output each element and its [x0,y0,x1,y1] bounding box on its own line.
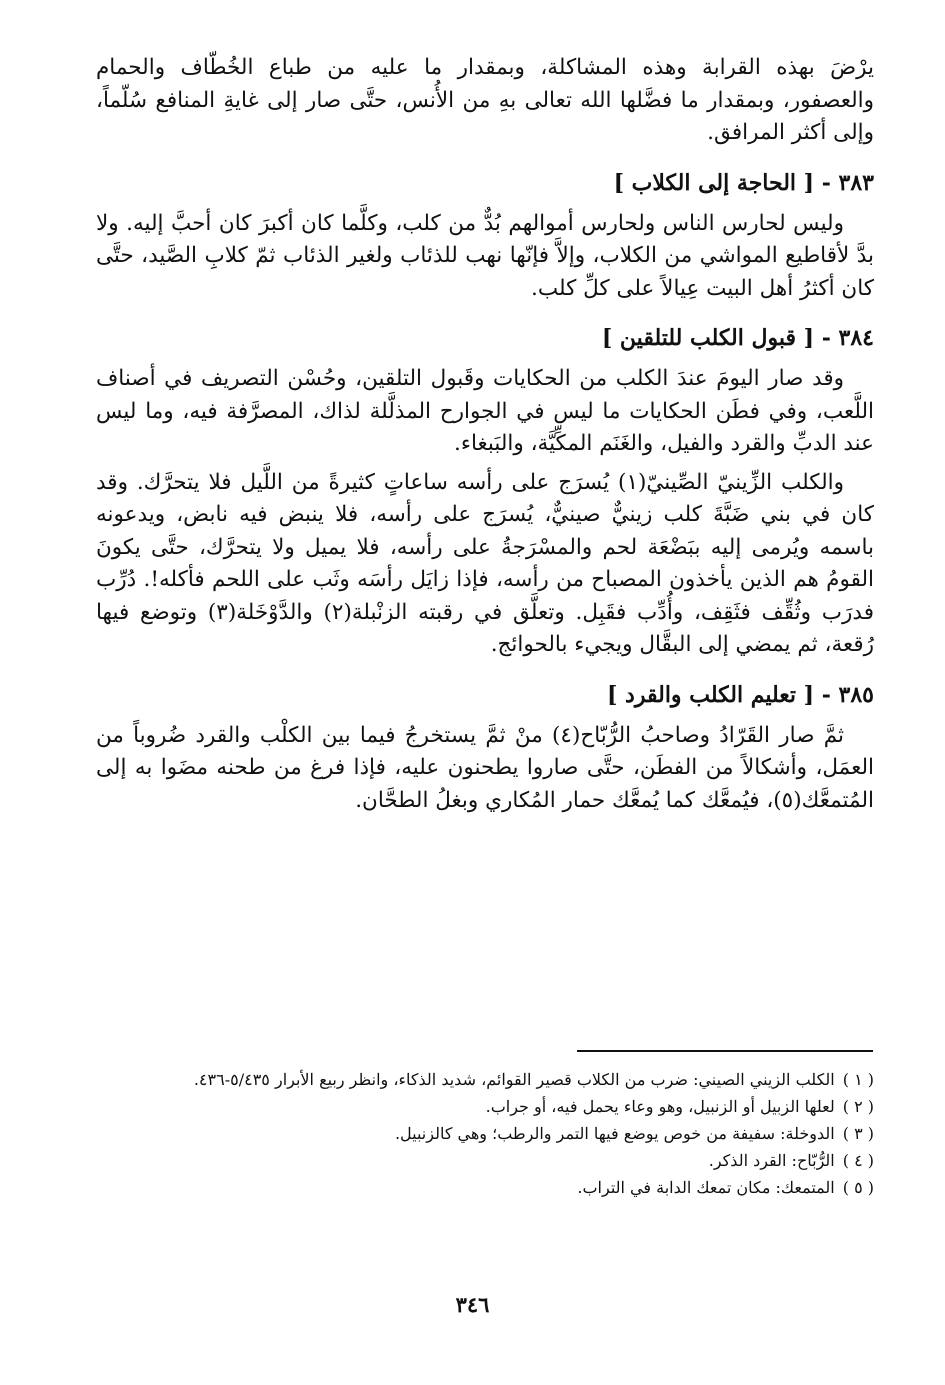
section-385-paragraph: ثمَّ صار القَرّادُ وصاحبُ الرُّبّاح(٤) منْ ثمَّ يستخرجُ فيما بين الكلْب والقرد ضُروباً من العمَل، وأشكالاً من الفطَن، حتَّى صاروا يطحنون عليه، فإذا فرغ من طحنه مضَوا به إلى المُتمعَّك(٥)، فيُمعَّك كما يُمعَّك حمار المُكاري وبغلُ الطحَّان. [96,722,874,813]
footnote-item [96,1120,874,1147]
intro-paragraph: يرْضَ بهذه القرابة وهذه المشاكلة، وبمقدار ما عليه من طباع الخُطّاف والحمام والعصفور، وبمقدار ما فضَّلها الله تعالى بهِ من الأُنس، حتَّى صار إلى غايةِ المنافع سُلّماً، وإلى أكثر المرافق. [96,55,874,145]
footnotes [96,1066,874,1201]
footnote-text: الكلب الزيني الصيني: ضرب من الكلاب قصير القوائم، شديد الذكاء، وانظر ربيع الأبرار ٥/٤٣٥-٤٣٦. [193,1070,835,1089]
footnote-number: ( ١ ) [842,1070,874,1089]
footnote-item [96,1093,874,1120]
footnote-item [96,1174,874,1201]
footnote-text: الرُّبّاح: القرد الذكر. [708,1151,835,1170]
section-heading-385: ٣٨٥ - [ تعليم الكلب والقرد ] [606,681,874,708]
section-384-paragraph-1: وقد صار اليومَ عندَ الكلب من الحكايات وقَبول التلقين، وحُسْن التصريف في أصناف اللَّعب، وفي فطَن الحكايات ما ليس في الجوارح المذلَّلة لذاك، المصرَّفة فيه، وما ليس عند الدبِّ والقرد والفيل، والغَنَم المكِّيَّة، والبَبغاء. [96,366,874,456]
page-body [96,52,874,817]
section-heading-384: ٣٨٤ - [ قبول الكلب للتلقين ] [601,325,874,351]
footnote-number: ( ٢ ) [842,1097,874,1116]
footnote-number: ( ٤ ) [842,1151,874,1170]
footnote-item [96,1066,874,1093]
section-384-paragraph-2: والكلب الزِّينيّ الصِّينيّ(١) يُسرَج على رأسه ساعاتٍ كثيرةً من اللَّيل فلا يتحرَّك. وقد كان في بني ضَبَّةَ كلب زينيٌّ صينيٌّ، يُسرَج على رأسه، فلا ينبض فيه نابض، ويدعونه باسمه ويُرمى إليه ببَضْعَة لحم والمسْرَجةُ على رأسه، فلا يميل ولا يتحرَّك، حتَّى يكونَ القومُ هم الذين يأخذون المصباح من رأسه، فإذا زايَل رأسَه وثَب على اللحم فأكله!. دُرِّب فدرَب وثُقِّف فثَقِف، وأُدِّب فقَبِل. وتعلَّق في رقبته الزنْبلة(٢) والدَّوْخَلة(٣) وتوضع فيها رُقعة، ثم يمضي إلى البقَّال ويجيء بالحوائج. [96,469,874,657]
footnote-text: المتمعك: مكان تمعك الدابة في التراب. [577,1178,835,1197]
footnote-divider [577,1050,873,1052]
footnote-number: ( ٥ ) [842,1178,874,1197]
footnote-number: ( ٣ ) [842,1124,874,1143]
section-383-paragraph: وليس لحارس الناس ولحارس أموالهم بُدٌّ من كلب، وكلَّما كان أكبرَ كان أحبَّ إليه. ولا بدَّ لأقاطيع المواشي من الكلاب، وإلاَّ فإنّها نهب للذئاب ولغير الذئاب ثمّ كلابِ الصَّيد، حتَّى كان أكثرُ أهل البيت عِيالاً على كلِّ كلب. [96,210,874,301]
footnote-text: لعلها الزبيل أو الزنبيل، وهو وعاء يحمل فيه، أو جراب. [485,1097,835,1116]
page-number: ٣٤٦ [455,1292,490,1317]
section-heading-383: ٣٨٣ - [ الحاجة إلى الكلاب ] [613,169,874,196]
footnote-item [96,1147,874,1174]
footnote-text: الدوخلة: سفيفة من خوص يوضع فيها التمر والرطب؛ وهي كالزنبيل. [394,1124,835,1143]
